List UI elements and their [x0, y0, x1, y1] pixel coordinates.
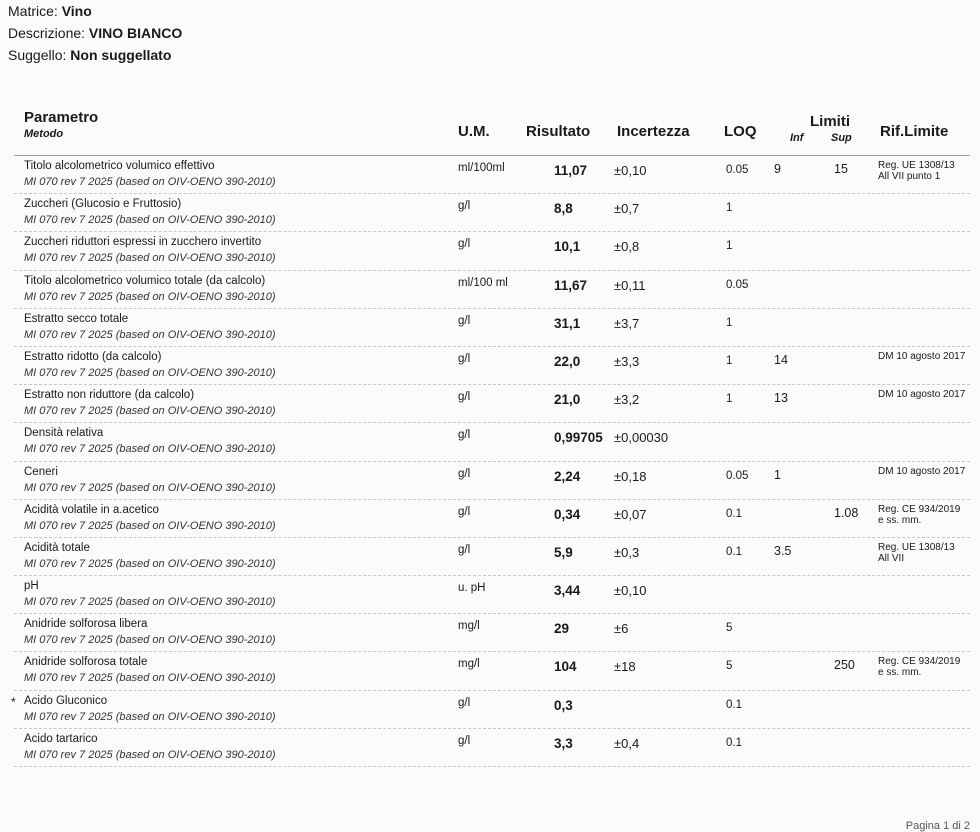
header-um: U.M.: [458, 123, 490, 140]
unit: g/l: [458, 238, 471, 251]
result-value: 3,3: [554, 735, 573, 751]
uncertainty: ±0,18: [614, 468, 647, 484]
uncertainty: ±3,2: [614, 392, 640, 408]
limit-reference: Reg. UE 1308/13 All VII punto 1: [878, 160, 955, 182]
result-value: 22,0: [554, 353, 581, 369]
uncertainty: ±0,4: [614, 735, 640, 751]
unit: g/l: [458, 391, 471, 404]
loq-value: 1: [726, 240, 733, 253]
result-value: 29: [554, 621, 570, 637]
unit: mg/l: [458, 620, 480, 633]
result-value: 11,07: [554, 163, 588, 178]
uncertainty: ±0,00030: [614, 430, 669, 446]
uncertainty: ±0,10: [614, 583, 647, 599]
limit-reference: DM 10 agosto 2017: [878, 350, 966, 362]
descrizione-line: Descrizione: VINO BIANCO: [8, 25, 183, 41]
document-header: [8, 0, 182, 66]
unit: ml/100 ml: [458, 276, 508, 289]
header-limiti: Limiti: [810, 113, 850, 130]
table-row: [14, 385, 970, 423]
parameter-name: Anidride solforosa libera: [24, 618, 148, 631]
limit-reference: DM 10 agosto 2017: [878, 389, 966, 401]
table-row: [14, 194, 970, 232]
result-value: 11,67: [554, 277, 588, 293]
unit: g/l: [458, 505, 471, 518]
unit: g/l: [458, 467, 471, 480]
header-parametro: Parametro Metodo: [24, 109, 99, 140]
header-loq: LOQ: [724, 123, 757, 140]
unit: g/l: [458, 200, 471, 213]
limit-reference: Reg. UE 1308/13 All VII: [878, 541, 955, 564]
limit-sup: 250: [834, 658, 855, 673]
parameter-method: MI 070 rev 7 2025 (based on OIV-OENO 390-2010): [24, 672, 276, 685]
matrice-line: Matrice: Vino: [8, 3, 92, 19]
parameter-method: MI 070 rev 7 2025 (based on OIV-OENO 390-2010): [24, 557, 276, 570]
uncertainty: ±3,7: [614, 315, 640, 331]
uncertainty: ±0,07: [614, 506, 647, 522]
parameter-method: MI 070 rev 7 2025 (based on OIV-OENO 390-2010): [24, 481, 276, 494]
table-row: [14, 614, 970, 652]
suggello-line: Suggello: Non suggellato: [8, 47, 172, 63]
parameter-name: Estratto ridotto (da calcolo): [24, 350, 162, 363]
loq-value: 0.1: [726, 698, 742, 711]
table-row: [14, 462, 970, 500]
table-row: [14, 309, 970, 347]
result-value: 5,9: [554, 544, 573, 560]
page-number: Pagina 1 di 2: [905, 820, 970, 832]
uncertainty: ±0,3: [614, 544, 640, 560]
unit: g/l: [458, 543, 471, 556]
table-row: [14, 576, 970, 614]
parameter-method: MI 070 rev 7 2025 (based on OIV-OENO 390-2010): [24, 405, 276, 418]
header-risultato: Risultato: [526, 123, 591, 140]
table-body: [11, 156, 970, 767]
uncertainty: ±3,3: [614, 353, 640, 369]
parameter-method: MI 070 rev 7 2025 (based on OIV-OENO 390-2010): [24, 290, 276, 303]
parameter-name: Zuccheri (Glucosio e Fruttosio): [24, 198, 182, 211]
limit-inf: 1: [774, 467, 781, 482]
limit-sup: 15: [834, 162, 848, 176]
parameter-name: Titolo alcolometrico volumico totale (da calcolo): [24, 274, 266, 287]
parameter-name: pH: [24, 580, 39, 593]
asterisk-marker: *: [11, 694, 16, 709]
parameter-name: Anidride solforosa totale: [24, 656, 148, 669]
loq-value: 0.05: [726, 164, 749, 176]
table-row: [14, 423, 970, 461]
parameter-method: MI 070 rev 7 2025 (based on OIV-OENO 390-2010): [24, 710, 276, 723]
limit-inf: 14: [774, 352, 788, 367]
parameter-method: MI 070 rev 7 2025 (based on OIV-OENO 390-2010): [24, 634, 276, 647]
result-value: 104: [554, 659, 577, 675]
unit: g/l: [458, 314, 471, 327]
loq-value: 5: [726, 660, 733, 673]
header-incertezza: Incertezza: [617, 123, 690, 140]
result-value: 10,1: [554, 239, 581, 255]
result-value: 0,3: [554, 697, 573, 713]
limit-reference: DM 10 agosto 2017: [878, 465, 966, 477]
table-row: [14, 156, 970, 194]
table-header: [14, 105, 970, 156]
loq-value: 0.1: [726, 545, 742, 558]
table-row: [14, 652, 970, 690]
result-value: 3,44: [554, 583, 581, 599]
parameter-name: Titolo alcolometrico volumico effettivo: [24, 160, 215, 172]
parameter-method: MI 070 rev 7 2025 (based on OIV-OENO 390-2010): [24, 214, 276, 227]
header-inf: Inf: [790, 132, 804, 144]
parameter-name: Acido tartarico: [24, 732, 98, 745]
loq-value: 5: [726, 622, 733, 635]
parameter-method: MI 070 rev 7 2025 (based on OIV-OENO 390-2010): [24, 328, 276, 341]
parameter-method: MI 070 rev 7 2025 (based on OIV-OENO 390-2010): [24, 176, 276, 188]
matrice-value: Vino: [61, 3, 92, 19]
parameter-method: MI 070 rev 7 2025 (based on OIV-OENO 390-2010): [24, 366, 276, 379]
table-row: [14, 500, 970, 538]
uncertainty: ±0,8: [614, 239, 640, 255]
loq-value: 0.05: [726, 469, 749, 482]
unit: ml/100ml: [458, 162, 505, 174]
parameter-method: MI 070 rev 7 2025 (based on OIV-OENO 390-2010): [24, 519, 276, 532]
table-row: [14, 232, 970, 270]
loq-value: 1: [726, 316, 733, 329]
loq-value: 0.1: [726, 736, 742, 749]
result-value: 8,8: [554, 201, 573, 217]
result-value: 0,99705: [554, 430, 603, 446]
table-row: [14, 538, 970, 576]
parameter-name: Zuccheri riduttori espressi in zucchero invertito: [24, 236, 262, 249]
table-row: [14, 347, 970, 385]
uncertainty: ±0,11: [614, 277, 646, 293]
limit-sup: 1.08: [834, 505, 859, 520]
parameter-name: Acido Gluconico: [24, 694, 108, 707]
limit-reference: Reg. CE 934/2019 e ss. mm.: [878, 503, 961, 526]
loq-value: 1: [726, 202, 733, 215]
results-table: [11, 105, 970, 767]
loq-value: 1: [726, 393, 733, 406]
unit: u. pH: [458, 582, 486, 595]
uncertainty: ±0,10: [614, 163, 647, 178]
result-value: 2,24: [554, 468, 581, 484]
header-rif-limite: Rif.Limite: [880, 123, 949, 140]
parameter-method: MI 070 rev 7 2025 (based on OIV-OENO 390-2010): [24, 748, 276, 761]
parameter-method: MI 070 rev 7 2025 (based on OIV-OENO 390-2010): [24, 443, 276, 456]
result-value: 0,34: [554, 506, 581, 522]
limit-inf: 13: [774, 391, 788, 406]
parameter-name: Densità relativa: [24, 427, 104, 440]
parameter-name: Acidità volatile in a.acetico: [24, 503, 159, 516]
parameter-name: Ceneri: [24, 465, 58, 478]
result-value: 21,0: [554, 392, 581, 408]
header-sup: Sup: [831, 132, 852, 144]
descrizione-value: VINO BIANCO: [88, 25, 183, 41]
parameter-name: Acidità totale: [24, 541, 90, 554]
parameter-method: MI 070 rev 7 2025 (based on OIV-OENO 390-2010): [24, 252, 276, 265]
unit: g/l: [458, 429, 471, 442]
table-row: [14, 729, 970, 767]
result-value: 31,1: [554, 315, 581, 331]
suggello-value: Non suggellato: [70, 47, 172, 63]
loq-value: 1: [726, 354, 733, 367]
loq-value: 0.1: [726, 507, 742, 520]
uncertainty: ±6: [614, 621, 629, 637]
unit: mg/l: [458, 658, 480, 671]
table-row: [11, 691, 970, 729]
unit: g/l: [458, 352, 471, 365]
table-row: [14, 271, 970, 309]
header-metodo: Metodo: [24, 128, 64, 140]
parameter-name: Estratto non riduttore (da calcolo): [24, 389, 195, 402]
unit: g/l: [458, 734, 471, 747]
limit-inf: 9: [774, 162, 781, 176]
parameter-name: Estratto secco totale: [24, 312, 129, 325]
uncertainty: ±0,7: [614, 201, 640, 217]
unit: g/l: [458, 696, 471, 709]
uncertainty: ±18: [614, 659, 636, 675]
parameter-method: MI 070 rev 7 2025 (based on OIV-OENO 390-2010): [24, 596, 276, 609]
limit-inf: 3.5: [774, 543, 792, 558]
loq-value: 0.05: [726, 278, 749, 291]
limit-reference: Reg. CE 934/2019 e ss. mm.: [878, 656, 961, 679]
